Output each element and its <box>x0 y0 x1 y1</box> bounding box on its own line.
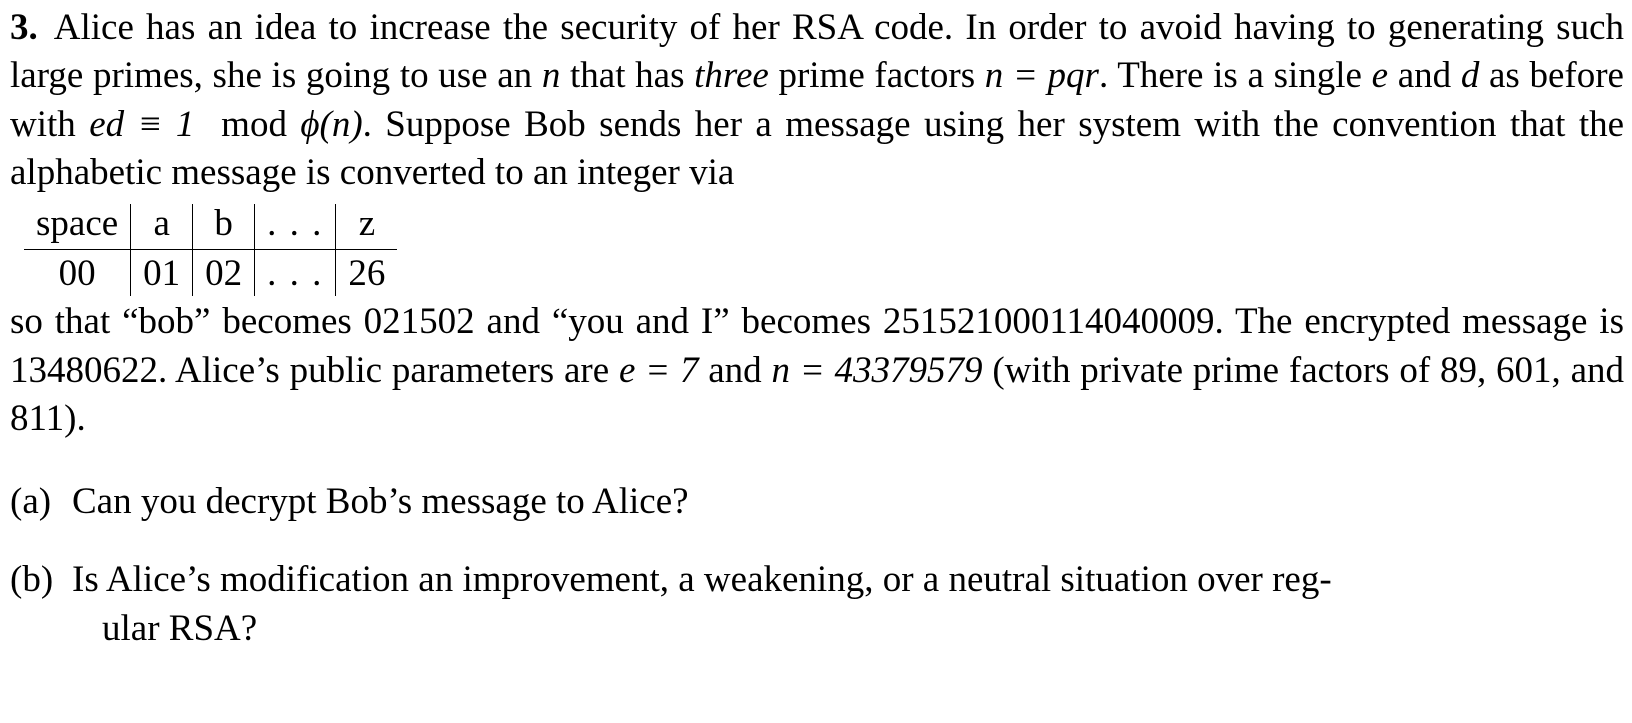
table-value-cell: 26 <box>348 252 386 294</box>
part-b-line-2: ular RSA? <box>102 607 258 649</box>
equation-n-equals-43379579: n = 43379579 <box>771 349 983 391</box>
variable-n-first: n <box>541 55 561 97</box>
letter-to-number-conversion-table <box>24 204 397 296</box>
problem-text-part-6: as before with <box>10 55 1624 145</box>
equation-ed-congruent-1: ed ≡ 1 <box>89 103 195 145</box>
table-header-cell: b <box>193 204 255 249</box>
problem-text-part-1: Alice has an idea to increase the security of her RSA code. In order to avoid having to generating such large primes, she is going to use an <box>10 7 1624 97</box>
problem-continuation <box>10 298 1624 443</box>
table-header-row <box>24 204 397 249</box>
phi-of-n: ϕ(n) <box>300 103 363 145</box>
problem-part-b <box>10 556 1624 653</box>
tail-text-part-3: (with private prime factors of 89, 601, and 811). <box>10 349 1625 440</box>
table-value-cell: 00 <box>24 249 131 296</box>
part-a-text: Can you decrypt Bob’s message to Alice? <box>72 480 689 522</box>
table-header-cell: space <box>24 204 131 249</box>
equation-n-equals-pqr: n = pqr <box>984 55 1099 97</box>
part-b-text <box>72 556 1624 653</box>
problem-part-a <box>10 478 1624 526</box>
part-a-label: (a) <box>10 480 52 522</box>
problem-text-part-3: prime factors <box>768 55 985 97</box>
problem-text-part-2: that has <box>560 55 695 97</box>
variable-d: d <box>1460 55 1480 97</box>
tail-text-part-2: and <box>698 349 772 391</box>
problem-number: 3. <box>10 7 38 48</box>
table-value-row <box>24 249 397 296</box>
table-value-cell: 01 <box>131 249 193 296</box>
table-header-cell-ellipsis: . . . <box>255 204 336 249</box>
table-value-cell-ellipsis: . . . <box>255 249 336 296</box>
variable-e: e <box>1371 55 1389 97</box>
problem-text-part-7: . Suppose Bob sends her a message using her system with the convention that the alphabetic message is converted to an integer via <box>10 103 1625 194</box>
part-b-label: (b) <box>10 559 54 601</box>
tail-text-part-1: so that “bob” becomes 021502 and “you and I” becomes 251521000114040009. The encrypted message is 13480622. Alice’s public parameters are <box>10 301 1624 391</box>
mod-keyword: mod <box>221 103 287 145</box>
problem-text-part-5: and <box>1388 55 1461 97</box>
table-header-cell: z <box>336 204 398 249</box>
problem-text-part-4: . There is a single <box>1098 55 1372 97</box>
problem-statement <box>10 4 1624 198</box>
part-b-line-1: Is Alice’s modification an improvement, a weakening, or a neutral situation over reg- <box>72 559 1332 601</box>
table-value-cell: 02 <box>193 249 255 296</box>
emphasis-three: three <box>694 55 769 97</box>
equation-e-equals-7: e = 7 <box>618 349 699 391</box>
table-header-cell: a <box>131 204 193 249</box>
problem-parts <box>10 478 1624 653</box>
